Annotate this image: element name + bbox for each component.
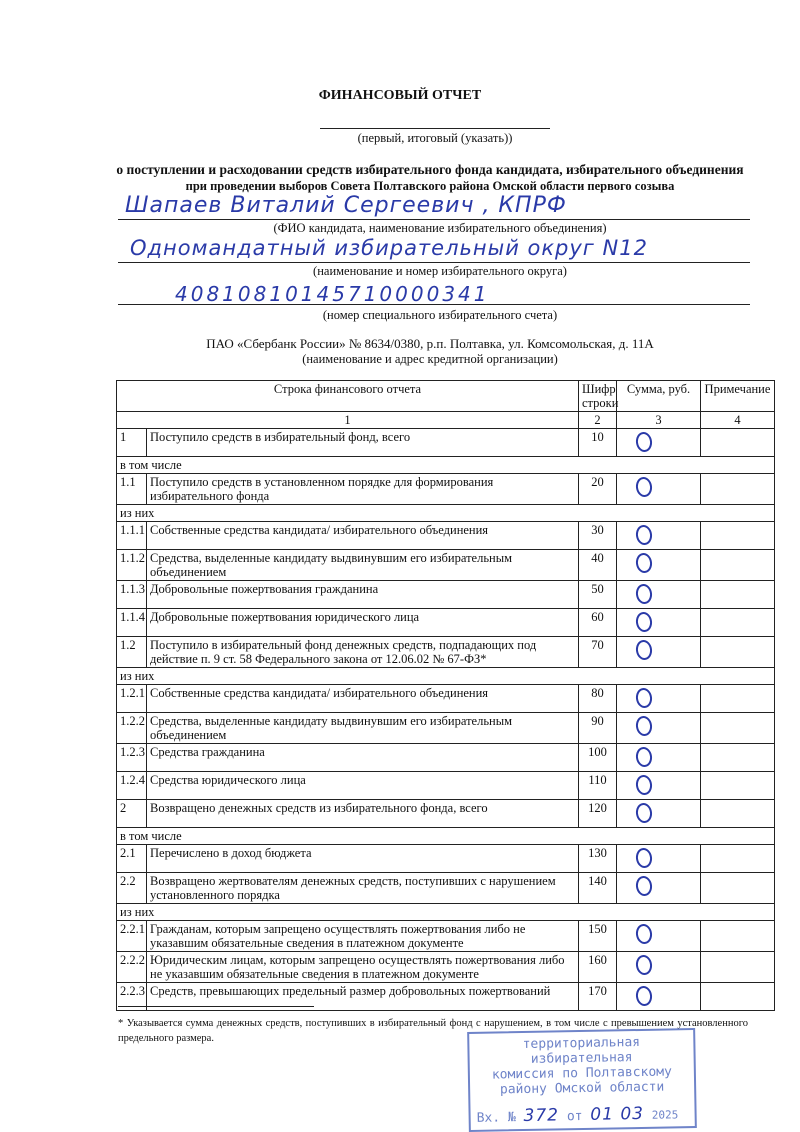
table-row xyxy=(117,845,775,873)
table-row xyxy=(117,685,775,713)
district-caption: (наименование и номер избирательного округа) xyxy=(313,264,567,278)
table-row xyxy=(117,474,775,505)
footnote-text: * Указывается сумма денежных средств, поступивших в избирательный фонд с нарушением, в том числе с превышением установленного предельного размера. xyxy=(118,1018,748,1044)
numbering-1: 1 xyxy=(117,412,579,429)
table-section-row xyxy=(117,457,775,474)
table-section-row xyxy=(117,668,775,685)
row-number: 2.2.3 xyxy=(117,983,147,1011)
table-row xyxy=(117,921,775,952)
row-note xyxy=(701,983,775,1011)
table-row xyxy=(117,429,775,457)
handwritten-zero xyxy=(635,431,654,453)
handwritten-zero xyxy=(635,923,654,945)
header-code: Шифр строки xyxy=(579,381,617,412)
section-label: из них xyxy=(117,505,775,522)
row-sum xyxy=(617,873,701,904)
row-text: Собственные средства кандидата/ избирательного объединения xyxy=(147,685,579,713)
header-note: Примечание xyxy=(701,381,775,412)
row-note xyxy=(701,713,775,744)
bank-caption: (наименование и адрес кредитной организации) xyxy=(302,352,558,366)
row-code: 80 xyxy=(579,685,617,713)
row-text: Средства, выделенные кандидату выдвинувшим его избирательным объединением xyxy=(147,713,579,744)
report-subtitle-1: о поступлении и расходовании средств избирательного фонда кандидата, избирательного объединения xyxy=(116,162,744,177)
row-note xyxy=(701,550,775,581)
row-note xyxy=(701,772,775,800)
stamp-line-2: комиссия по Полтавскому xyxy=(491,1064,673,1083)
row-number: 1.2.3 xyxy=(117,744,147,772)
table-row xyxy=(117,713,775,744)
table-row xyxy=(117,744,775,772)
row-sum xyxy=(617,429,701,457)
row-note xyxy=(701,581,775,609)
handwritten-zero xyxy=(635,611,654,633)
handwritten-zero xyxy=(635,639,654,661)
row-number: 1.1.2 xyxy=(117,550,147,581)
row-text: Средства, выделенные кандидату выдвинувшим его избирательным объединением xyxy=(147,550,579,581)
candidate-value: Шапаев Виталий Сергеевич , КПРФ xyxy=(125,193,567,218)
table-header-row xyxy=(117,381,775,412)
row-number: 1.2.1 xyxy=(117,685,147,713)
row-note xyxy=(701,474,775,505)
row-sum xyxy=(617,800,701,828)
row-code: 30 xyxy=(579,522,617,550)
row-number: 1.2.4 xyxy=(117,772,147,800)
row-sum xyxy=(617,581,701,609)
row-text: Юридическим лицам, которым запрещено осуществлять пожертвования либо не указавшим обязательные сведения в платежном документе xyxy=(147,952,579,983)
row-sum xyxy=(617,685,701,713)
row-number: 1.1.4 xyxy=(117,609,147,637)
table-section-row xyxy=(117,904,775,921)
row-code: 120 xyxy=(579,800,617,828)
row-note xyxy=(701,800,775,828)
row-sum xyxy=(617,921,701,952)
row-sum xyxy=(617,952,701,983)
row-number: 2.1 xyxy=(117,845,147,873)
registration-stamp xyxy=(467,1028,697,1132)
table-row xyxy=(117,952,775,983)
section-label: в том числе xyxy=(117,457,775,474)
numbering-4: 4 xyxy=(701,412,775,429)
row-sum xyxy=(617,744,701,772)
row-text: Поступило средств в избирательный фонд, всего xyxy=(147,429,579,457)
section-label: из них xyxy=(117,668,775,685)
handwritten-zero xyxy=(635,746,654,768)
finance-table xyxy=(116,380,775,1011)
report-subtitle-2: при проведении выборов Совета Полтавского района Омской области первого созыва xyxy=(185,179,675,193)
table-row xyxy=(117,581,775,609)
row-code: 160 xyxy=(579,952,617,983)
handwritten-zero xyxy=(635,583,654,605)
row-sum xyxy=(617,609,701,637)
row-code: 130 xyxy=(579,845,617,873)
row-sum xyxy=(617,474,701,505)
row-text: Гражданам, которым запрещено осуществлять пожертвования либо не указавшим обязательные сведения в платежном документе xyxy=(147,921,579,952)
row-code: 140 xyxy=(579,873,617,904)
candidate-caption: (ФИО кандидата, наименование избирательного объединения) xyxy=(273,221,607,235)
table-row xyxy=(117,772,775,800)
row-sum xyxy=(617,772,701,800)
bank-name: ПАО «Сбербанк России» № 8634/0380, р.п. Полтавка, ул. Комсомольская, д. 11А xyxy=(206,336,654,351)
row-sum xyxy=(617,637,701,668)
row-number: 2.2.1 xyxy=(117,921,147,952)
row-note xyxy=(701,685,775,713)
numbering-3: 3 xyxy=(617,412,701,429)
report-type-caption: (первый, итоговый (указать)) xyxy=(357,131,513,145)
row-text: Средств, превышающих предельный размер добровольных пожертвований xyxy=(147,983,579,1011)
row-code: 50 xyxy=(579,581,617,609)
row-sum xyxy=(617,550,701,581)
row-sum xyxy=(617,522,701,550)
stamp-reg-label: Вх. № xyxy=(476,1110,516,1126)
row-note xyxy=(701,744,775,772)
table-section-row xyxy=(117,828,775,845)
row-sum xyxy=(617,845,701,873)
stamp-reg-number: 372 xyxy=(523,1105,560,1127)
district-value: Одномандатный избирательный округ N12 xyxy=(130,236,648,260)
row-text: Поступило в избирательный фонд денежных средств, подпадающих под действие п. 9 ст. 58 Федерального закона от 12.06.02 № 67-ФЗ* xyxy=(147,637,579,668)
row-note xyxy=(701,429,775,457)
stamp-from-label: от xyxy=(566,1108,583,1125)
row-note xyxy=(701,845,775,873)
row-number: 1 xyxy=(117,429,147,457)
row-code: 100 xyxy=(579,744,617,772)
row-text: Возвращено денежных средств из избирательного фонда, всего xyxy=(147,800,579,828)
numbering-2: 2 xyxy=(579,412,617,429)
handwritten-zero xyxy=(635,687,654,709)
row-code: 70 xyxy=(579,637,617,668)
row-text: Перечислено в доход бюджета xyxy=(147,845,579,873)
handwritten-zero xyxy=(635,552,654,574)
row-sum xyxy=(617,983,701,1011)
table-row xyxy=(117,522,775,550)
table-row xyxy=(117,609,775,637)
handwritten-zero xyxy=(635,985,654,1007)
handwritten-zero xyxy=(635,715,654,737)
table-row xyxy=(117,800,775,828)
row-text: Собственные средства кандидата/ избирательного объединения xyxy=(147,522,579,550)
row-text: Поступило средств в установленном порядке для формирования избирательного фонда xyxy=(147,474,579,505)
row-code: 10 xyxy=(579,429,617,457)
section-label: в том числе xyxy=(117,828,775,845)
handwritten-zero xyxy=(635,802,654,824)
stamp-line-1: территориальная избирательная xyxy=(522,1034,641,1067)
row-note xyxy=(701,609,775,637)
row-code: 40 xyxy=(579,550,617,581)
row-number: 2.2.2 xyxy=(117,952,147,983)
row-number: 1.2.2 xyxy=(117,713,147,744)
header-line: Строка финансового отчета xyxy=(117,381,579,412)
handwritten-zero xyxy=(635,954,654,976)
handwritten-zero xyxy=(635,476,654,498)
row-note xyxy=(701,921,775,952)
table-row xyxy=(117,873,775,904)
row-number: 1.1.1 xyxy=(117,522,147,550)
row-text: Средства юридического лица xyxy=(147,772,579,800)
handwritten-zero xyxy=(635,847,654,869)
row-code: 150 xyxy=(579,921,617,952)
header-sum: Сумма, руб. xyxy=(617,381,701,412)
stamp-line-3: району Омской области xyxy=(499,1079,665,1098)
row-note xyxy=(701,522,775,550)
table-numbering-row xyxy=(117,412,775,429)
row-number: 1.1 xyxy=(117,474,147,505)
row-number: 2.2 xyxy=(117,873,147,904)
row-code: 110 xyxy=(579,772,617,800)
row-note xyxy=(701,952,775,983)
account-caption: (номер специального избирательного счета) xyxy=(322,308,558,322)
row-number: 1.1.3 xyxy=(117,581,147,609)
handwritten-zero xyxy=(635,774,654,796)
row-number: 2 xyxy=(117,800,147,828)
handwritten-zero xyxy=(635,524,654,546)
row-sum xyxy=(617,713,701,744)
row-code: 20 xyxy=(579,474,617,505)
footnote-rule xyxy=(118,1006,314,1007)
row-code: 90 xyxy=(579,713,617,744)
stamp-year: 2025 xyxy=(651,1108,679,1122)
row-note xyxy=(701,637,775,668)
stamp-date: 01 03 xyxy=(590,1103,645,1125)
table-section-row xyxy=(117,505,775,522)
row-note xyxy=(701,873,775,904)
report-title: ФИНАНСОВЫЙ ОТЧЕТ xyxy=(318,88,482,103)
table-row xyxy=(117,637,775,668)
row-text: Средства гражданина xyxy=(147,744,579,772)
row-number: 1.2 xyxy=(117,637,147,668)
row-code: 170 xyxy=(579,983,617,1011)
row-text: Добровольные пожертвования гражданина xyxy=(147,581,579,609)
row-text: Возвращено жертвователям денежных средств, поступивших с нарушением установленного порядка xyxy=(147,873,579,904)
report-type-line xyxy=(320,114,550,129)
account-value: 40810810145710000341 xyxy=(175,282,490,306)
row-code: 60 xyxy=(579,609,617,637)
row-text: Добровольные пожертвования юридического лица xyxy=(147,609,579,637)
handwritten-zero xyxy=(635,875,654,897)
table-row xyxy=(117,550,775,581)
section-label: из них xyxy=(117,904,775,921)
